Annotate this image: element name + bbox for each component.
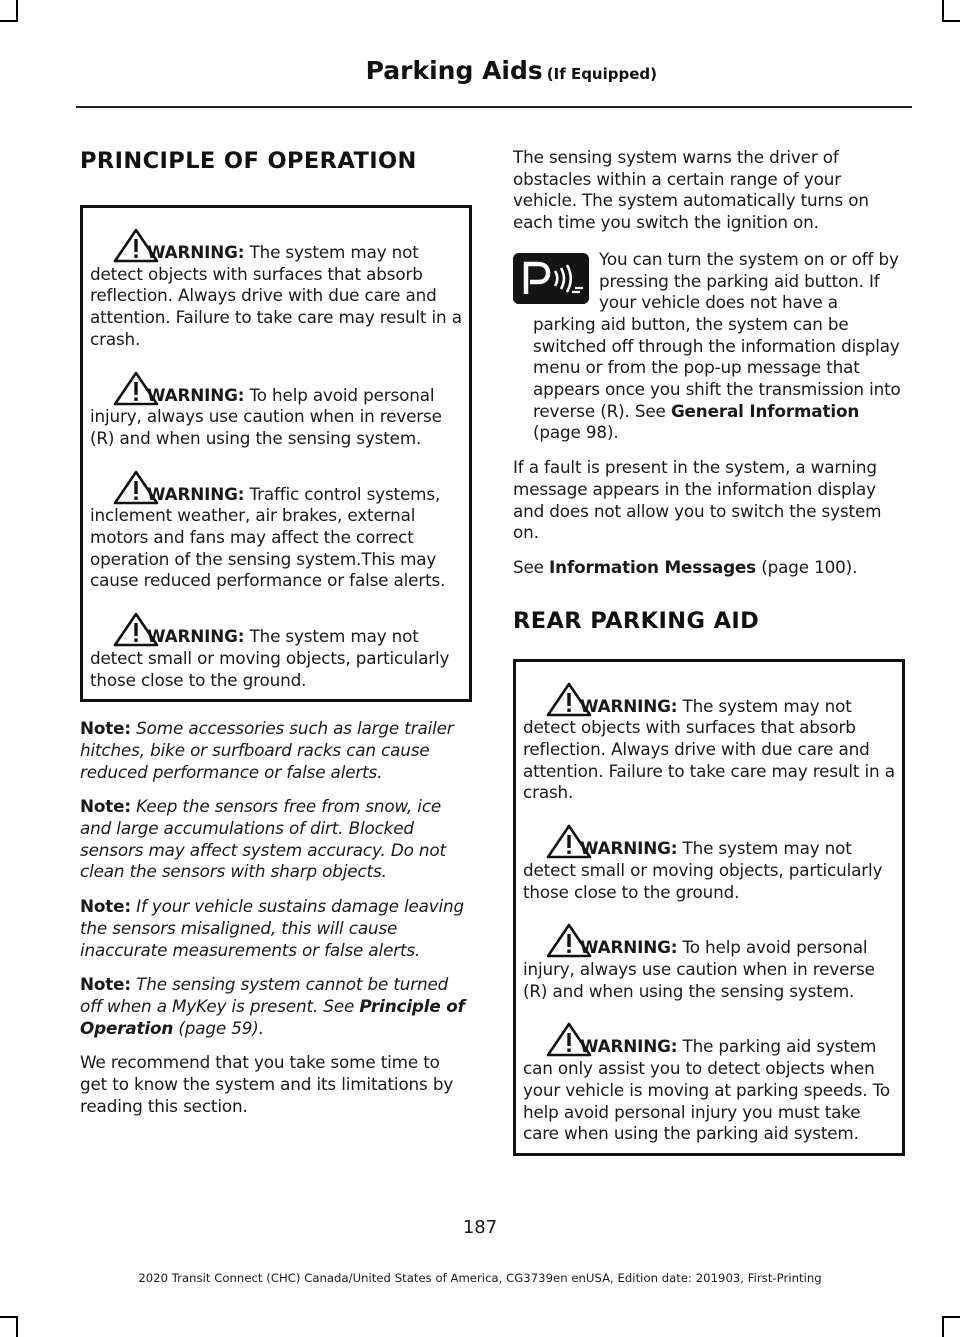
note-label: Note: — [80, 796, 131, 817]
warning-box — [80, 205, 472, 702]
warning-triangle-icon — [112, 227, 160, 263]
note-paragraph — [80, 896, 472, 961]
page-reference: (page 98). — [533, 422, 619, 443]
crop-mark — [16, 0, 18, 22]
warning-item — [523, 1014, 895, 1145]
warning-triangle-icon — [112, 370, 160, 406]
note-paragraph — [80, 796, 472, 883]
left-column — [80, 140, 472, 1131]
warning-text: To help avoid personal injury, always use caution when in reverse (R) and when using the sensing system. — [90, 384, 442, 448]
warning-triangle-icon — [545, 1021, 593, 1057]
warning-label: WARNING: — [147, 626, 245, 647]
crop-mark — [942, 0, 944, 22]
section-heading-rear-parking-aid: REAR PARKING AID — [513, 607, 760, 634]
note-label: Note: — [80, 896, 131, 917]
warning-triangle-icon — [545, 823, 593, 859]
note-text: If your vehicle sustains damage leaving the sensors misaligned, this will cause inaccurate measurements or false alerts. — [80, 896, 465, 960]
intro-paragraph: The sensing system warns the driver of obstacles within a certain range of your vehicle. The system automatically turns on each time you switch the ignition on. — [513, 147, 869, 233]
warning-text: Traffic control systems, inclement weather, air brakes, external motors and fans may affect the correct operation of the sensing system.This may cause reduced performance or false alerts. — [90, 483, 446, 591]
warning-triangle-icon — [545, 681, 593, 717]
note-text: Keep the sensors free from snow, ice and large accumulations of dirt. Blocked sensors may affect system accuracy. Do not clean the sensors with sharp objects. — [80, 796, 446, 882]
page-reference: (page 100). — [761, 556, 858, 577]
warning-label: WARNING: — [147, 242, 245, 262]
warning-triangle-icon — [112, 611, 160, 647]
page-header-title — [366, 56, 657, 85]
right-column — [513, 147, 905, 1156]
page-reference: (page 59). — [178, 1017, 264, 1038]
warning-label: WARNING: — [580, 937, 678, 958]
header-subtitle: (If Equipped) — [546, 65, 657, 83]
note-label: Note: — [80, 718, 131, 739]
warning-label: WARNING: — [580, 1036, 678, 1057]
warning-triangle-icon — [545, 922, 593, 958]
cross-reference-link[interactable]: Principle of Operation — [80, 995, 465, 1038]
warning-item — [90, 462, 462, 593]
crop-mark — [16, 1316, 18, 1337]
warning-text: To help avoid personal injury, always use caution when in reverse (R) and when using the sensing system. — [523, 937, 875, 1001]
page-number: 187 — [462, 1217, 498, 1238]
note-paragraph — [80, 718, 472, 783]
warning-box — [513, 659, 905, 1156]
note-text: The sensing system cannot be turned off when a MyKey is present. See — [80, 974, 449, 1016]
footer-edition-line: 2020 Transit Connect (CHC) Canada/United States of America, CG3739en enUSA, Edition date: 201903, First-Printing — [138, 1271, 822, 1285]
warning-item — [90, 604, 462, 691]
parking-aid-button-icon — [513, 253, 589, 304]
cross-reference-link[interactable]: Information Messages — [549, 556, 757, 577]
crop-mark — [942, 1316, 944, 1337]
warning-item — [523, 915, 895, 1002]
warning-text: The system may not detect objects with surfaces that absorb reflection. Always drive with due care and attention. Failure to take care may result in a crash. — [90, 242, 462, 349]
fault-paragraph: If a fault is present in the system, a warning message appears in the information display and does not allow you to switch the system on. — [513, 457, 882, 543]
warning-label: WARNING: — [580, 695, 678, 716]
see-prefix: See — [513, 556, 544, 577]
note-text: Some accessories such as large trailer hitches, bike or surfboard racks can cause reduced performance or false alerts. — [80, 718, 454, 782]
see-paragraph — [513, 557, 905, 579]
warning-item — [523, 674, 895, 805]
warning-label: WARNING: — [147, 483, 245, 504]
crop-mark — [0, 1316, 18, 1318]
warning-text: The parking aid system can only assist you to detect objects when your vehicle is moving at parking speeds. To help avoid personal injury you must take care when using the parking aid system. — [523, 1036, 890, 1144]
warning-item — [90, 363, 462, 450]
parking-aid-button-section — [513, 249, 905, 444]
section-heading-principle: PRINCIPLE OF OPERATION — [80, 148, 417, 174]
warning-label: WARNING: — [147, 384, 245, 405]
parking-aid-text: You can turn the system on or off by pressing the parking aid button. If your vehicle does not have a parking aid button, the system can be switched off through the information display menu or from the pop-up message that appears once you shift the transmission into reverse (R). See — [533, 248, 901, 421]
warning-text: The system may not detect small or moving objects, particularly those close to the ground. — [523, 838, 883, 902]
warning-triangle-icon — [112, 469, 160, 505]
note-paragraph — [80, 974, 472, 1039]
closing-paragraph: We recommend that you take some time to get to know the system and its limitations by reading this section. — [80, 1052, 454, 1116]
warning-text: The system may not detect small or moving objects, particularly those close to the ground. — [90, 626, 450, 690]
warning-item — [523, 816, 895, 903]
note-label: Note: — [80, 974, 131, 995]
header-rule — [76, 106, 912, 108]
cross-reference-link[interactable]: General Information — [670, 400, 860, 421]
crop-mark — [942, 20, 960, 22]
warning-item — [90, 220, 462, 351]
crop-mark — [942, 1316, 960, 1318]
header-title-text: Parking Aids — [365, 56, 543, 85]
crop-mark — [0, 20, 18, 22]
warning-text: The system may not detect objects with surfaces that absorb reflection. Always drive with due care and attention. Failure to take care may result in a crash. — [523, 695, 895, 803]
warning-label: WARNING: — [580, 838, 678, 859]
